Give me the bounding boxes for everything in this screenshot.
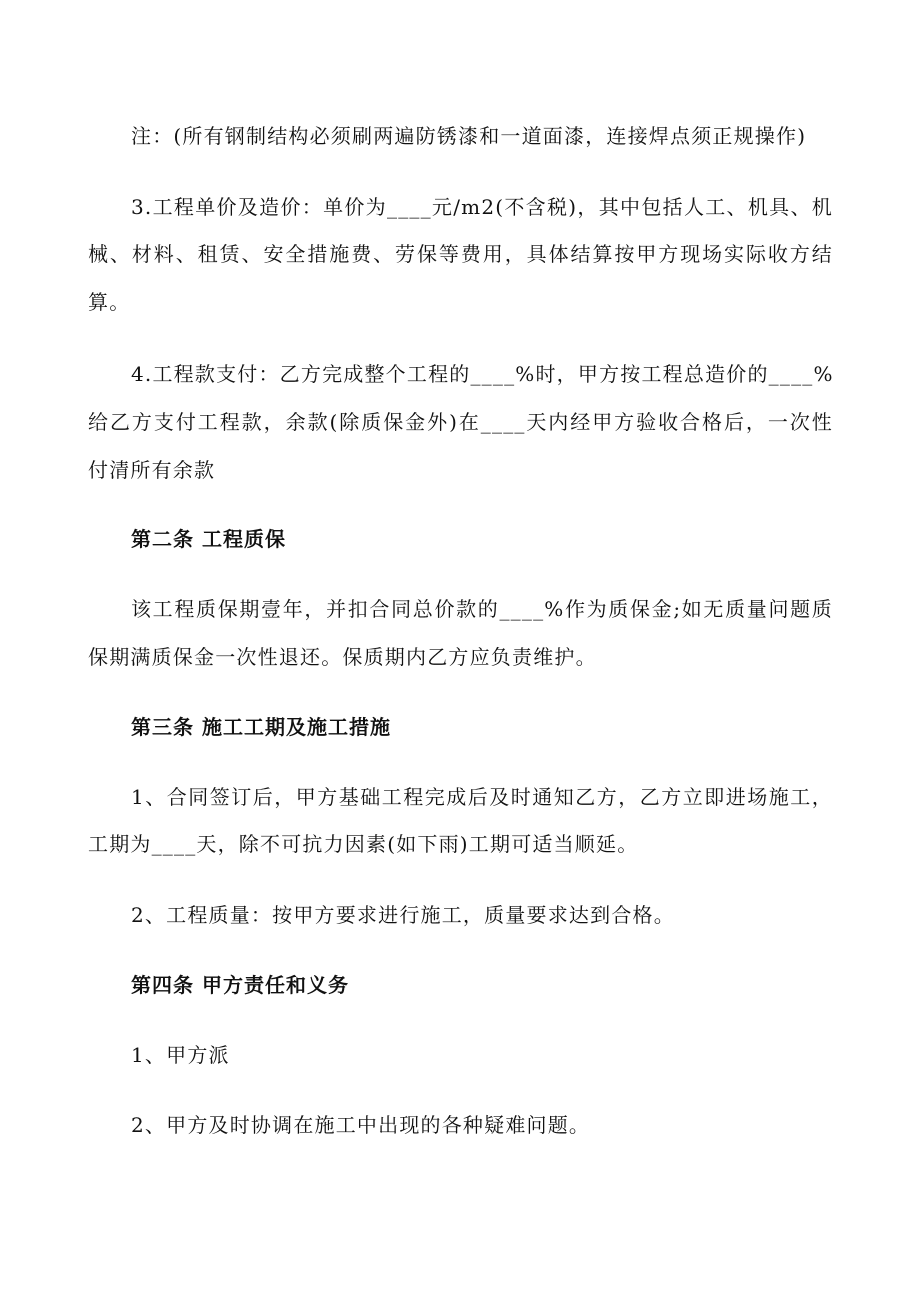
note-paragraph: 注：(所有钢制结构必须刷两遍防锈漆和一道面漆，连接焊点须正规操作) (131, 124, 807, 148)
section-4-item-1: 1、甲方派 (131, 1043, 230, 1067)
section-2-line-1: 该工程质保期壹年，并扣合同总价款的____%作为质保金;如无质量问题质 (131, 597, 833, 621)
section-3-title: 第三条 施工工期及施工措施 (131, 715, 391, 739)
section-4-title: 第四条 甲方责任和义务 (131, 973, 349, 997)
section-3-item-2: 2、工程质量：按甲方要求进行施工，质量要求达到合格。 (131, 903, 675, 927)
section-3-item-1-line-2: 工期为____天，除不可抗力因素(如下雨)工期可适当顺延。 (88, 832, 639, 856)
item4-line-2: 给乙方支付工程款，余款(除质保金外)在____天内经甲方验收合格后，一次性 (88, 410, 833, 434)
item3-line-2: 械、材料、租赁、安全措施费、劳保等费用，具体结算按甲方现场实际收方结 (88, 242, 833, 266)
section-2-line-2: 保期满质保金一次性退还。保质期内乙方应负责维护。 (88, 645, 597, 669)
item3-line-1: 3.工程单价及造价：单价为____元/m2(不含税)，其中包括人工、机具、机 (131, 195, 833, 219)
item3-line-3: 算。 (88, 290, 131, 314)
section-4-item-2: 2、甲方及时协调在施工中出现的各种疑难问题。 (131, 1113, 591, 1137)
item4-line-1: 4.工程款支付：乙方完成整个工程的____%时，甲方按工程总造价的____% (131, 362, 834, 386)
item4-line-3: 付清所有余款 (88, 458, 216, 482)
section-3-item-1-line-1: 1、合同签订后，甲方基础工程完成后及时通知乙方，乙方立即进场施工， (131, 785, 833, 809)
section-2-title: 第二条 工程质保 (131, 527, 286, 551)
